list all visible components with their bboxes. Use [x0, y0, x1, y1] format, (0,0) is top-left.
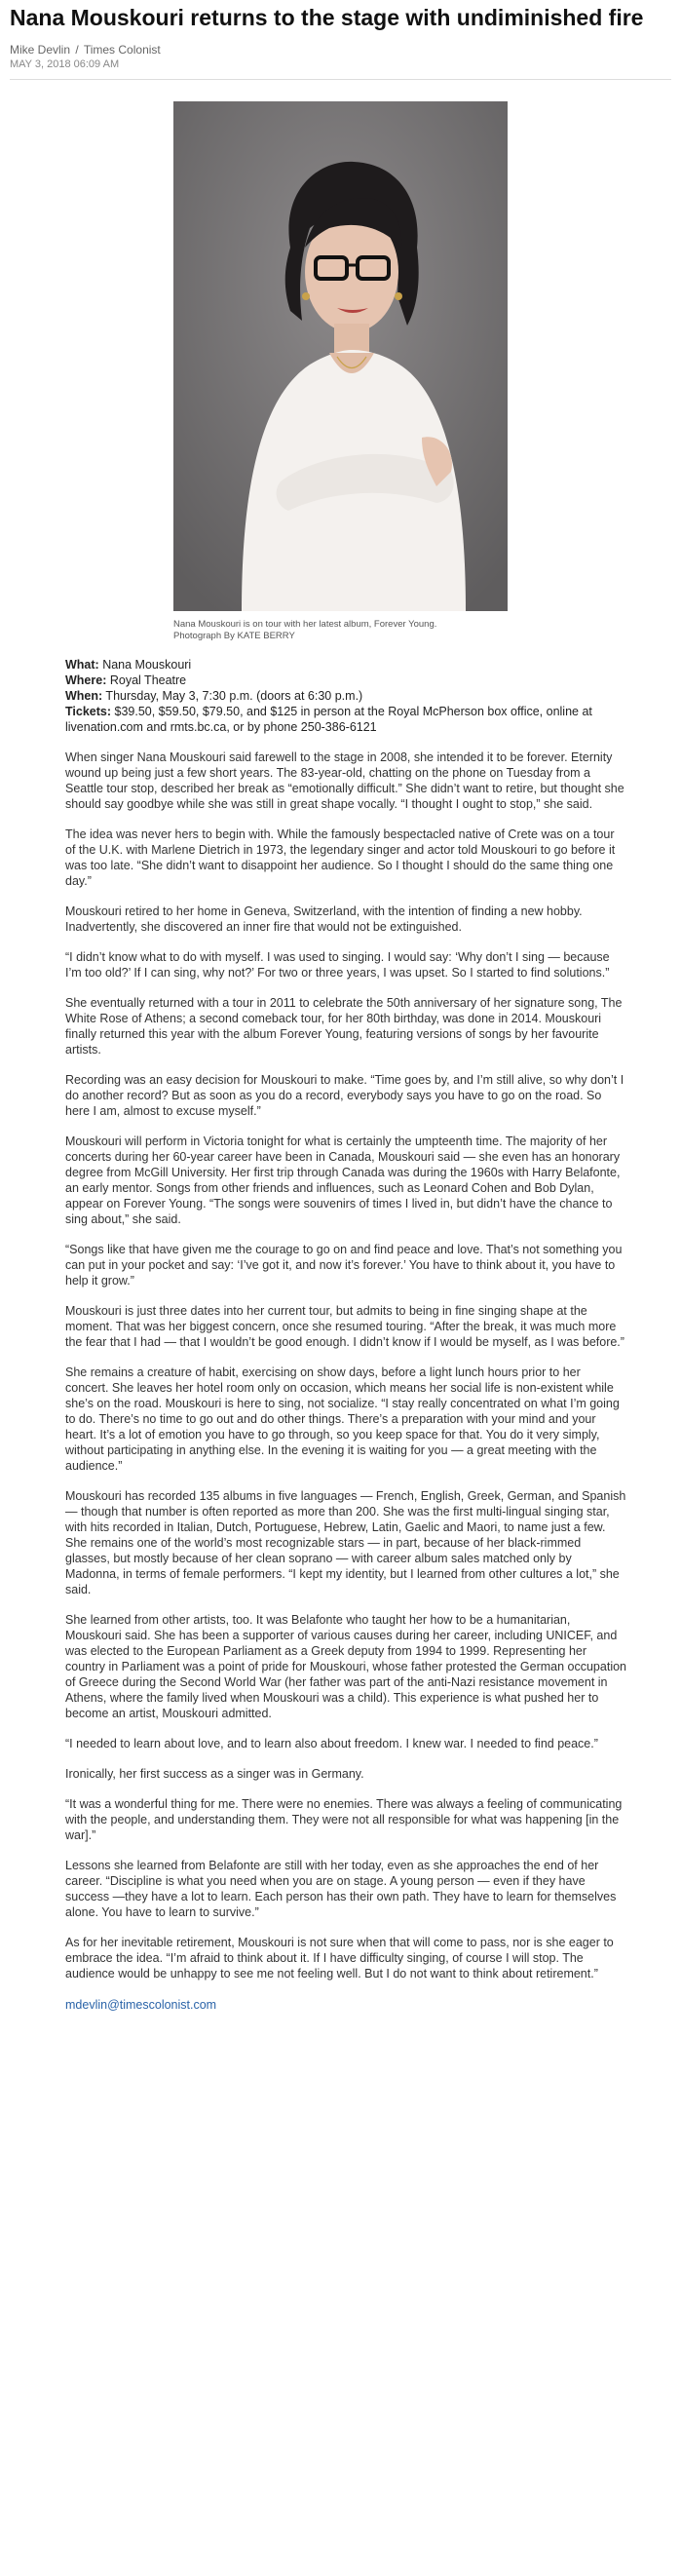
fact-label: Where:: [65, 673, 107, 687]
paragraph: When singer Nana Mouskouri said farewell to the stage in 2008, she intended it to be forever. Eternity wound up being just a few short years. The 83-year-old, chatting on the phone on Tuesday from a Seattle tour stop, described her break as “emotionally difficult.” She didn’t want to retire, but thought she should say goodbye while she was still in great shape vocally. “I thought I ought to stop,” she said.: [65, 750, 624, 811]
photo-caption-text: Nana Mouskouri is on tour with her latest album, Forever Young.: [173, 619, 437, 630]
fact-label: What:: [65, 658, 99, 672]
author-name: Mike Devlin: [10, 43, 71, 57]
publication-name: Times Colonist: [83, 43, 161, 57]
headline: Nana Mouskouri returns to the stage with undiminished fire: [10, 5, 644, 30]
fact-value: Nana Mouskouri: [98, 658, 192, 672]
fact-value: Thursday, May 3, 7:30 p.m. (doors at 6:30 p.m.): [102, 689, 363, 703]
fact-when: [65, 688, 626, 704]
paragraph: She learned from other artists, too. It was Belafonte who taught her how to be a humanitarian, Mouskouri said. She has been a supporter of various causes during her career, including UNICEF, and was elected to the European Parliament as a Greek deputy from 1994 to 1999. Representing her country in Parliament was a point of pride for Mouskouri, whose father protested the German occupation of Greece during the Second World War (her father was part of the anti-Nazi resistance movement in Athens, where the family lived when Mouskouri was a child). This experience is what pushed her to become an artist, Mouskouri admitted.: [65, 1613, 626, 1720]
paragraph: “I didn’t know what to do with myself. I was used to singing. I would say: ‘Why don’t I sing — because I’m too old?’ If I can sing, why not?’ For two or three years, I was upset. So I started to find solutions.”: [65, 950, 610, 980]
paragraph: Ironically, her first success as a singer was in Germany.: [65, 1767, 364, 1781]
photo-credit: Photograph By KATE BERRY: [173, 631, 295, 641]
paragraph: Mouskouri retired to her home in Geneva, Switzerland, with the intention of finding a new hobby. Inadvertently, she discovered an inner fire that would not be extinguished.: [65, 904, 583, 934]
portrait-illustration: [173, 101, 508, 611]
paragraph: The idea was never hers to begin with. While the famously bespectacled native of Crete was on a tour of the U.K. with Marlene Dietrich in 1973, the legendary singer and actor told Mouskouri to go before it was too late. “She didn’t want to disappoint her audience. So I thought I should do the same thing one day.”: [65, 827, 616, 888]
paragraph: Lessons she learned from Belafonte are still with her today, even as she approaches the end of her career. “Discipline is what you need when you are on stage. A young person — even if they have success —they have a lot to learn. Each person has their own path. They have to learn for themselves alone. You have to learn to survive.”: [65, 1859, 617, 1919]
paragraph: “I needed to learn about love, and to learn also about freedom. I knew war. I needed to find peace.”: [65, 1737, 598, 1750]
photo-caption: [173, 619, 508, 642]
fact-what: [65, 657, 626, 673]
event-facts: [65, 657, 626, 735]
article-figure: [10, 101, 671, 642]
paragraph: “It was a wonderful thing for me. There were no enemies. There was always a feeling of communicating with the people, and understanding them. They were not all responsible for what was happening [in the war].”: [65, 1797, 623, 1842]
header-divider: [10, 79, 671, 80]
fact-where: [65, 673, 626, 688]
fact-label: Tickets:: [65, 705, 112, 718]
fact-value: Royal Theatre: [106, 673, 187, 687]
byline-separator: /: [75, 43, 79, 57]
paragraph: Mouskouri has recorded 135 albums in five languages — French, English, Greek, German, and Spanish — though that number is often reported as more than 200. She was the first multi-lingual singing star, with hits recorded in Italian, Dutch, Portuguese, Hebrew, Latin, Gaelic and Maori, to name just a few. She remains one of the world’s most recognizable stars — in part, because of her black-rimmed glasses, but mostly because of her clean soprano — with career album sales matched only by Madonna, in terms of female performers. “I kept my identity, but I learned from other cultures a lot,” she said.: [65, 1489, 626, 1596]
article-content: [10, 657, 671, 2014]
paragraph: Mouskouri will perform in Victoria tonight for what is certainly the umpteenth time. The majority of her concerts during her 60-year career have been in Canada, Mouskouri said — she even has an honorary degree from McGill University. Her first trip through Canada was during the 1960s with Harry Belafonte, an early mentor. Songs from other friends and influences, such as Leonard Cohen and Bob Dylan, appear on Forever Young. “The songs were souvenirs of times I lived in, but didn’t have the chance to sing about,” she said.: [65, 1134, 621, 1226]
article-photo: [173, 101, 508, 611]
fact-label: When:: [65, 689, 103, 703]
article-body: [65, 750, 626, 2014]
paragraph: As for her inevitable retirement, Mouskouri is not sure when that will come to pass, nor is she eager to embrace the idea. “I’m afraid to think about it. If I have difficulty singing, of course I will stop. The audience would be unhappy to see me not feeling well. But I do not want to think about retirement.”: [65, 1936, 614, 1980]
fact-tickets: [65, 704, 626, 735]
paragraph: She remains a creature of habit, exercising on show days, before a light lunch hours prior to her concert. She leaves her hotel room only on occasion, which means her social life is non-existent while she’s on the road. Mouskouri is here to sing, not socialize. “I stay really concentrated on what I’m going to do. There’s no time to go out and do other things. There’s a preparation with your mind and your heart. It’s a lot of emotion you have to go through, so you keep space for that. You do it very simply, without participating in anything else. In the evening it is waiting for you — a great meeting with the audience.”: [65, 1365, 620, 1473]
author-email-link[interactable]: mdevlin@timescolonist.com: [65, 1998, 217, 2012]
byline: [10, 43, 671, 58]
publish-date: MAY 3, 2018 06:09 AM: [10, 58, 120, 70]
paragraph: She eventually returned with a tour in 2011 to celebrate the 50th anniversary of her signature song, The White Rose of Athens; a second comeback tour, for her 80th birthday, was done in 2014. Mouskouri finally returned this year with the album Forever Young, featuring versions of songs by her favourite artists.: [65, 996, 623, 1057]
paragraph: Recording was an easy decision for Mouskouri to make. “Time goes by, and I’m still alive, so why don’t I do another record? But as soon as you do a record, everybody says you have to go on the road. So here I am, almost to excuse myself.”: [65, 1073, 624, 1118]
paragraph: “Songs like that have given me the courage to go on and find peace and love. That’s not something you can put in your pocket and say: ‘I’ve got it, and now it’s forever.’ You have to think about it, you have to help it grow.”: [65, 1243, 623, 1288]
paragraph: Mouskouri is just three dates into her current tour, but admits to being in fine singing shape at the moment. That was her biggest concern, once she resumed touring. “After the break, it was much more the fear that I had — that I wouldn’t be good enough. I didn’t know if I would be myself, as I was before.”: [65, 1304, 624, 1349]
fact-value: $39.50, $59.50, $79.50, and $125 in person at the Royal McPherson box office, online at livenation.com and rmts.bc.ca, or by phone 250-386-6121: [65, 705, 592, 734]
